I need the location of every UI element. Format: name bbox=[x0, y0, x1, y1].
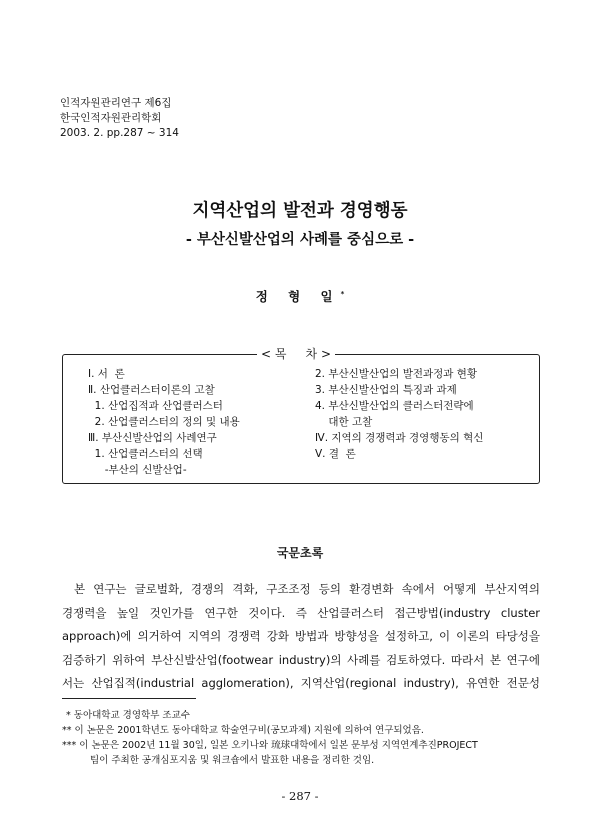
journal-header bbox=[60, 96, 179, 141]
toc-item: Ⅴ. 결 론 bbox=[315, 448, 356, 460]
footnote: * 동아대학교 경영학부 조교수 bbox=[66, 710, 190, 721]
toc-item: 4. 부산신발산업의 클러스터전략에 bbox=[315, 400, 474, 412]
abstract-line: 검증하기 위하여 부산신발산업(footwear industry)의 사례를 검토하였다. 따라서 본 연구에 bbox=[62, 652, 540, 667]
author-footnote-mark: * bbox=[340, 289, 345, 298]
toc-right-column bbox=[315, 366, 483, 462]
society-name: 한국인적자원관리학회 bbox=[60, 112, 162, 124]
toc-left-column bbox=[88, 366, 240, 478]
abstract-line: 서는 산업집적(industrial agglomeration), 지역산업(regional industry), 유연한 전문성 bbox=[62, 676, 540, 690]
abstract-body bbox=[62, 578, 540, 696]
abstract-heading: 국문초록 bbox=[276, 546, 324, 560]
footnote-divider bbox=[62, 698, 196, 699]
abstract-line: approach)에 의거하여 지역의 경쟁력 강화 방법과 방향성을 설정하고, 이 이론의 타당성을 bbox=[62, 629, 540, 643]
toc-heading: < 목 차 > bbox=[257, 345, 335, 362]
paper-subtitle: - 부산신발산업의 사례를 중심으로 - bbox=[185, 232, 415, 248]
toc-item: 1. 산업집적과 산업클러스터 bbox=[88, 400, 223, 412]
toc-item: Ⅰ. 서 론 bbox=[88, 368, 125, 380]
toc-item: 1. 산업클러스터의 선택 bbox=[88, 448, 203, 460]
toc-item: 대한 고찰 bbox=[315, 416, 373, 428]
toc-item: -부산의 신발산업- bbox=[88, 464, 187, 476]
footnote-continuation: 팀이 주최한 공개심포지움 및 워크숍에서 발표한 내용을 정리한 것임. bbox=[90, 755, 375, 766]
toc-item: 3. 부산신발산업의 특징과 과제 bbox=[315, 384, 457, 396]
journal-name: 인적자원관리연구 제6집 bbox=[60, 97, 172, 109]
toc-item: Ⅳ. 지역의 경쟁력과 경영행동의 혁신 bbox=[315, 432, 484, 444]
toc-item: Ⅲ. 부산신발산업의 사례연구 bbox=[88, 432, 217, 444]
footnote: *** 이 논문은 2002년 11월 30일, 일본 오키나와 琉球대학에서 일본 문부성 지역연계추진PROJECT bbox=[62, 740, 478, 751]
page-number: - 287 - bbox=[281, 789, 319, 803]
abstract-line: 경쟁력을 높일 것인가를 연구한 것이다. 즉 산업클러스터 접근방법(industry cluster bbox=[62, 605, 540, 620]
toc-item: Ⅱ. 산업클러스터이론의 고찰 bbox=[88, 384, 215, 396]
author bbox=[0, 287, 600, 305]
footnote: ** 이 논문은 2001학년도 동아대학교 학술연구비(공모과제) 지원에 의하여 연구되었음. bbox=[62, 725, 424, 736]
paper-title: 지역산업의 발전과 경영행동 bbox=[192, 201, 408, 221]
toc-item: 2. 산업클러스터의 정의 및 내용 bbox=[88, 416, 240, 428]
footnotes bbox=[62, 708, 540, 768]
abstract-line: 본 연구는 글로벌화, 경쟁의 격화, 구조조정 등의 환경변화 속에서 어떻게 부산지역의 bbox=[74, 582, 540, 596]
toc-item: 2. 부산신발산업의 발전과정과 현황 bbox=[315, 368, 478, 380]
issue-info: 2003. 2. pp.287 ~ 314 bbox=[60, 127, 179, 139]
author-name: 정 형 일 bbox=[255, 289, 341, 304]
